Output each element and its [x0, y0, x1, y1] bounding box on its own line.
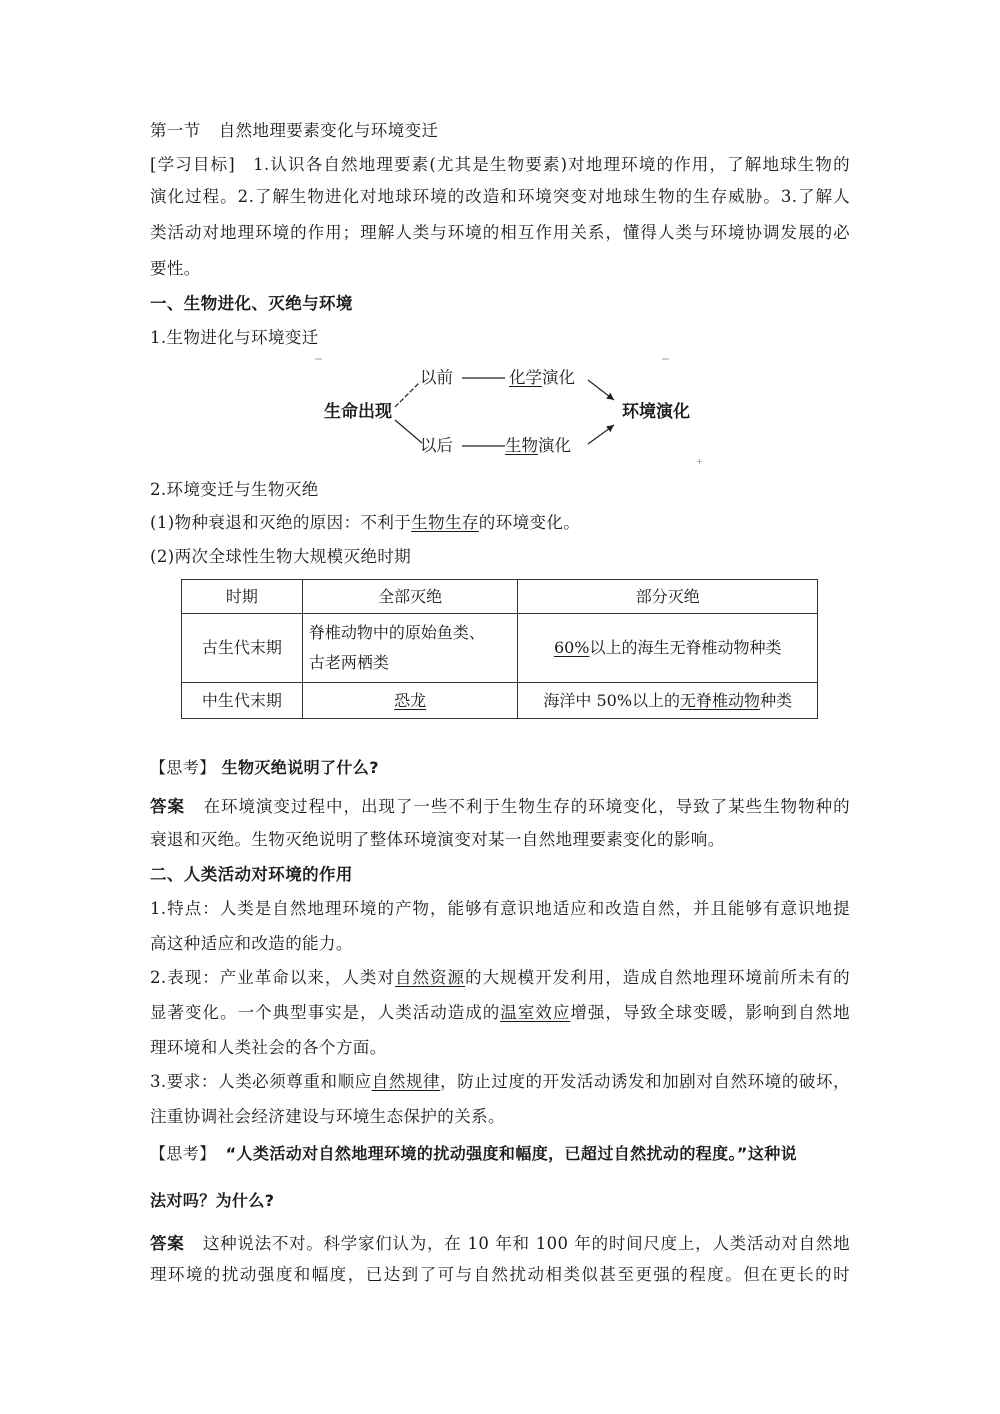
- branch-line-before: [395, 382, 420, 407]
- periods-title: (2)两次全球性生物大规模灭绝时期: [150, 547, 412, 566]
- think2-answer-line-1: 答案 这种说法不对。科学家们认为，在 10 年和 100 年的时间尺度上，人类活动对自然地: [150, 1234, 850, 1253]
- part1-heading: 一、生物进化、灭绝与环境: [150, 294, 353, 313]
- header-total-extinction: 全部灭绝: [302, 580, 518, 614]
- section-name: 自然地理要素变化与环境变迁: [218, 121, 439, 140]
- arrow-to-environment-bottom: [588, 425, 614, 444]
- part2-item2-line-2: 显著变化。一个典型事实是，人类活动造成的温室效应增强，导致全球变暖，影响到自然地: [150, 1003, 850, 1022]
- section-number: 第一节: [150, 121, 201, 140]
- part2-item3-line-1: 3.要求：人类必须尊重和顺应自然规律，防止过度的开发活动诱发和加剧对自然环境的破坏，: [150, 1072, 850, 1091]
- evolution-diagram: [300, 350, 720, 470]
- header-period: 时期: [182, 580, 303, 614]
- keyword-greenhouse-effect: 温室效应: [500, 1003, 571, 1022]
- think-tag: 【思考】: [150, 1144, 216, 1163]
- keyword-natural-laws: 自然规律: [371, 1072, 441, 1091]
- diagram-before-result: 化学演化: [509, 368, 575, 387]
- diagram-end: 环境演化: [622, 402, 690, 422]
- table-header-row: [182, 580, 818, 614]
- objectives-line-1: [150, 154, 850, 176]
- think-tag: 【思考】: [150, 758, 216, 777]
- objectives-line-4: 要性。: [150, 259, 201, 278]
- objectives-line-2: 演化过程。2.了解生物进化对地球环境的改造和环境突变对地球生物的生存威胁。3.了解人: [150, 187, 850, 206]
- think2-question-line-1: 【思考】 “人类活动对自然地理环境的扰动强度和幅度，已超过自然扰动的程度。”这种说: [150, 1144, 798, 1163]
- think2-answer-line-2: 理环境的扰动强度和幅度，已达到了可与自然扰动相类似甚至更强的程度。但在更长的时: [150, 1265, 850, 1284]
- part2-item2-line-3: 理环境和人类社会的各个方面。: [150, 1038, 387, 1057]
- table-row: [182, 683, 818, 719]
- cell-partial: 60%以上的海生无脊椎动物种类: [518, 614, 818, 683]
- answer-label: 答案: [150, 797, 185, 816]
- extinction-cause: (1)物种衰退和灭绝的原因：不利于生物生存的环境变化。: [150, 513, 581, 532]
- section-title: [150, 120, 850, 142]
- extinction-table: [181, 579, 818, 719]
- objectives-label: [学习目标]: [150, 155, 236, 174]
- cell-total: 恐龙: [302, 683, 518, 719]
- part2-item2-line-1: 2.表现：产业革命以来，人类对自然资源的大规模开发利用，造成自然地理环境前所未有的: [150, 968, 850, 987]
- cell-period: 古生代末期: [182, 614, 303, 683]
- part1-subheading-1: 1.生物进化与环境变迁: [150, 328, 319, 347]
- part1-subheading-2: 2.环境变迁与生物灭绝: [150, 480, 319, 499]
- diagram-after-label: 以后: [420, 436, 453, 455]
- diagram-after-result: 生物演化: [505, 436, 571, 455]
- paragraph-mark: +: [696, 457, 703, 466]
- part2-item3-line-2: 注重协调社会经济建设与环境生态保护的关系。: [150, 1107, 505, 1126]
- think2-question-line-2: 法对吗？为什么?: [150, 1191, 275, 1210]
- part2-item1-line-2: 高这种适应和改造的能力。: [150, 934, 353, 953]
- objectives-line-3: 类活动对地理环境的作用；理解人类与环境的相互作用关系，懂得人类与环境协调发展的必: [150, 223, 850, 242]
- table-row: [182, 614, 818, 683]
- keyword-natural-resources: 自然资源: [394, 968, 466, 987]
- branch-line-after: [395, 420, 422, 443]
- arrow-to-environment-top: [588, 380, 614, 400]
- header-partial-extinction: 部分灭绝: [518, 580, 818, 614]
- cell-period: 中生代末期: [182, 683, 303, 719]
- cause-keyword: 生物生存: [411, 513, 479, 532]
- think1-answer-line-2: 衰退和灭绝。生物灭绝说明了整体环境演变对某一自然地理要素变化的影响。: [150, 830, 725, 849]
- diagram-start: 生命出现: [324, 402, 392, 422]
- cell-partial: 海洋中 50%以上的无脊椎动物种类: [518, 683, 818, 719]
- part2-item1-line-1: 1.特点：人类是自然地理环境的产物，能够有意识地适应和改造自然，并且能够有意识地提: [150, 899, 850, 918]
- diagram-before-label: 以前: [420, 368, 453, 387]
- cell-total: 脊椎动物中的原始鱼类、 古老两栖类: [302, 614, 518, 683]
- objectives-text: 1.认识各自然地理要素(尤其是生物要素)对地理环境的作用，了解地球生物的: [253, 155, 850, 174]
- think1-answer-line-1: 答案 在环境演变过程中，出现了一些不利于生物生存的环境变化，导致了某些生物物种的: [150, 797, 850, 816]
- part2-heading: 二、人类活动对环境的作用: [150, 865, 353, 884]
- think1-question: 【思考】 生物灭绝说明了什么?: [150, 758, 379, 777]
- answer-label: 答案: [150, 1234, 185, 1253]
